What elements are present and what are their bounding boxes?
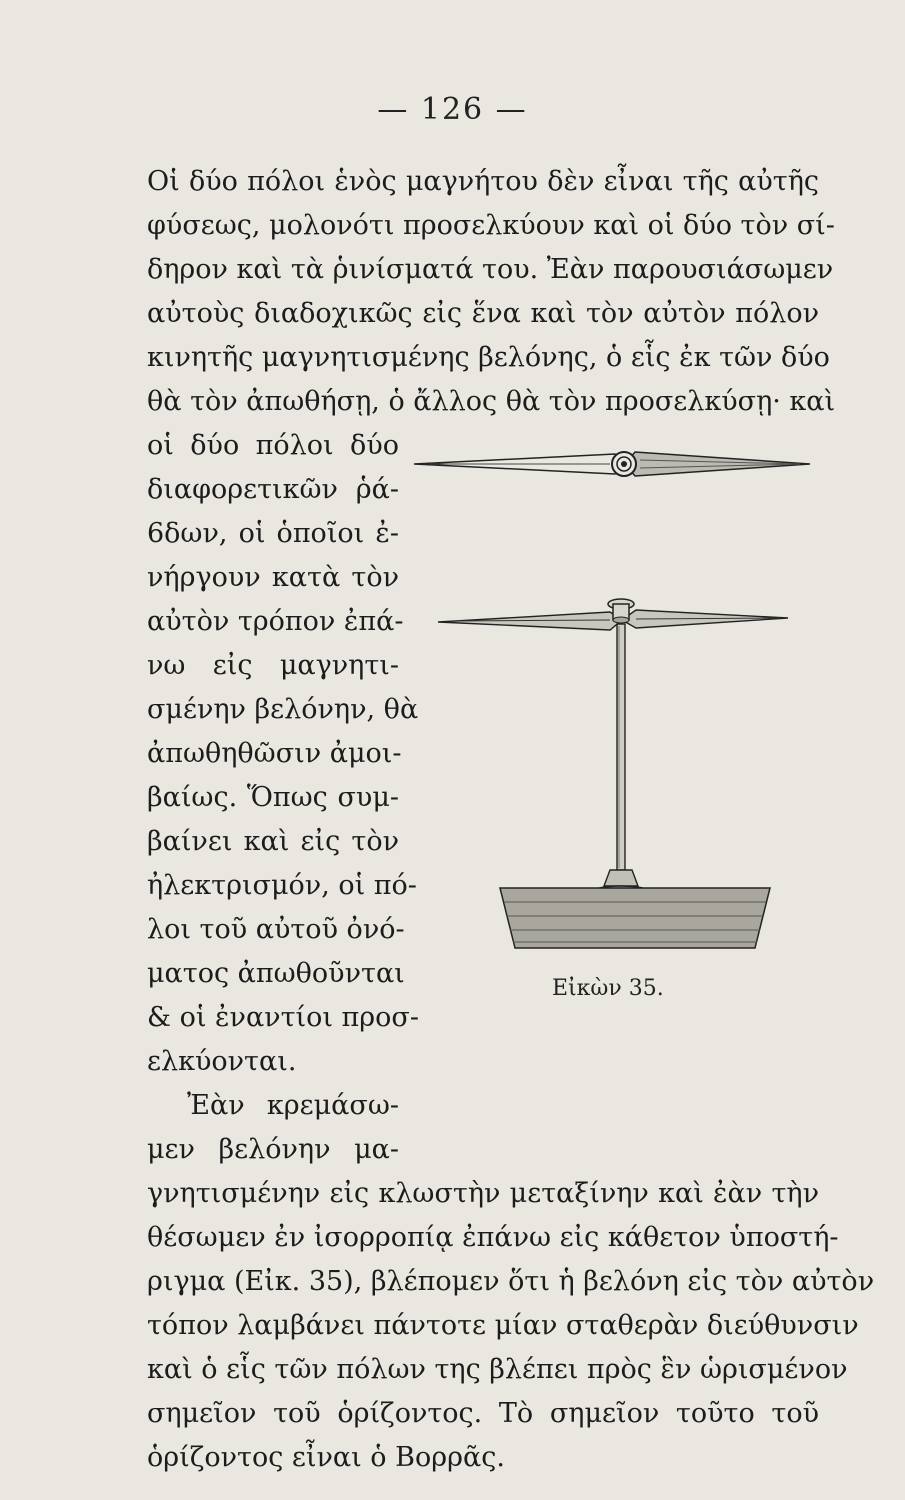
compass-needle-figure bbox=[410, 430, 830, 950]
text-line: βαίως. Ὅπως συμ- bbox=[147, 782, 399, 813]
text-line: οἱ δύο πόλοι δύο bbox=[147, 430, 399, 461]
text-line: νήργουν κατὰ τὸν bbox=[147, 562, 399, 593]
text-line: αὐτὸν τρόπον ἐπά- bbox=[147, 606, 404, 637]
text-line: καὶ ὁ εἷς τῶν πόλων της βλέπει πρὸς ἓν ὡρισμένον bbox=[147, 1354, 848, 1385]
text-line: θέσωμεν ἐν ἰσορροπίᾳ ἐπάνω εἰς κάθετον ὑποστή- bbox=[147, 1222, 839, 1253]
text-line: Ἐὰν κρεμάσω- bbox=[187, 1090, 399, 1121]
text-line: αὐτοὺς διαδοχικῶς εἰς ἕνα καὶ τὸν αὐτὸν πόλον bbox=[147, 298, 819, 329]
text-line: Οἱ δύο πόλοι ἑνὸς μαγνήτου δὲν εἶναι τῆς αὐτῆς bbox=[147, 166, 819, 197]
text-line: ὁρίζοντος εἶναι ὁ Βορρᾶς. bbox=[147, 1442, 505, 1473]
text-line: 6δων, οἱ ὁποῖοι ἐ- bbox=[147, 518, 399, 549]
text-line: νω εἰς μαγνητι- bbox=[147, 650, 399, 681]
text-line: τόπον λαμβάνει πάντοτε μίαν σταθερὰν διεύθυνσιν bbox=[147, 1310, 859, 1341]
text-line: ματος ἀπωθοῦνται bbox=[147, 958, 405, 989]
text-line: ἀπωθηθῶσιν ἀμοι- bbox=[147, 738, 402, 769]
text-line: διαφορετικῶν ῥά- bbox=[147, 474, 399, 505]
needle-on-stand bbox=[438, 599, 788, 948]
text-line: μεν βελόνην μα- bbox=[147, 1134, 399, 1165]
text-line: ριγμα (Εἰκ. 35), βλέπομεν ὅτι ἡ βελόνη εἰς τὸν αὐτὸν bbox=[147, 1266, 875, 1297]
text-line: λοι τοῦ αὐτοῦ ὀνό- bbox=[147, 914, 405, 945]
text-line: δηρον καὶ τὰ ῥινίσματά του. Ἐὰν παρουσιάσωμεν bbox=[147, 254, 834, 285]
text-line: σμένην βελόνην, θὰ bbox=[147, 694, 419, 725]
needle-top-view bbox=[414, 452, 810, 476]
page-number: — 126 — bbox=[377, 92, 528, 127]
text-line: ἠλεκτρισμόν, οἱ πό- bbox=[147, 870, 417, 901]
text-line: βαίνει καὶ εἰς τὸν bbox=[147, 826, 399, 857]
text-line: & οἱ ἐναντίοι προσ- bbox=[147, 1002, 419, 1033]
text-line: φύσεως, μολονότι προσελκύουν καὶ οἱ δύο τὸν σί- bbox=[147, 210, 835, 241]
figure-caption: Εἰκὼν 35. bbox=[552, 976, 664, 1001]
text-line: κινητῆς μαγνητισμένης βελόνης, ὁ εἷς ἐκ τῶν δύο bbox=[147, 342, 830, 373]
text-line: σημεῖον τοῦ ὁρίζοντος. Τὸ σημεῖον τοῦτο τοῦ bbox=[147, 1398, 819, 1429]
text-line: ελκύονται. bbox=[147, 1046, 297, 1077]
text-line: γνητισμένην εἰς κλωστὴν μεταξίνην καὶ ἐὰν τὴν bbox=[147, 1178, 819, 1209]
text-line: θὰ τὸν ἀπωθήσῃ, ὁ ἄλλος θὰ τὸν προσελκύσῃ· καὶ bbox=[147, 386, 836, 417]
